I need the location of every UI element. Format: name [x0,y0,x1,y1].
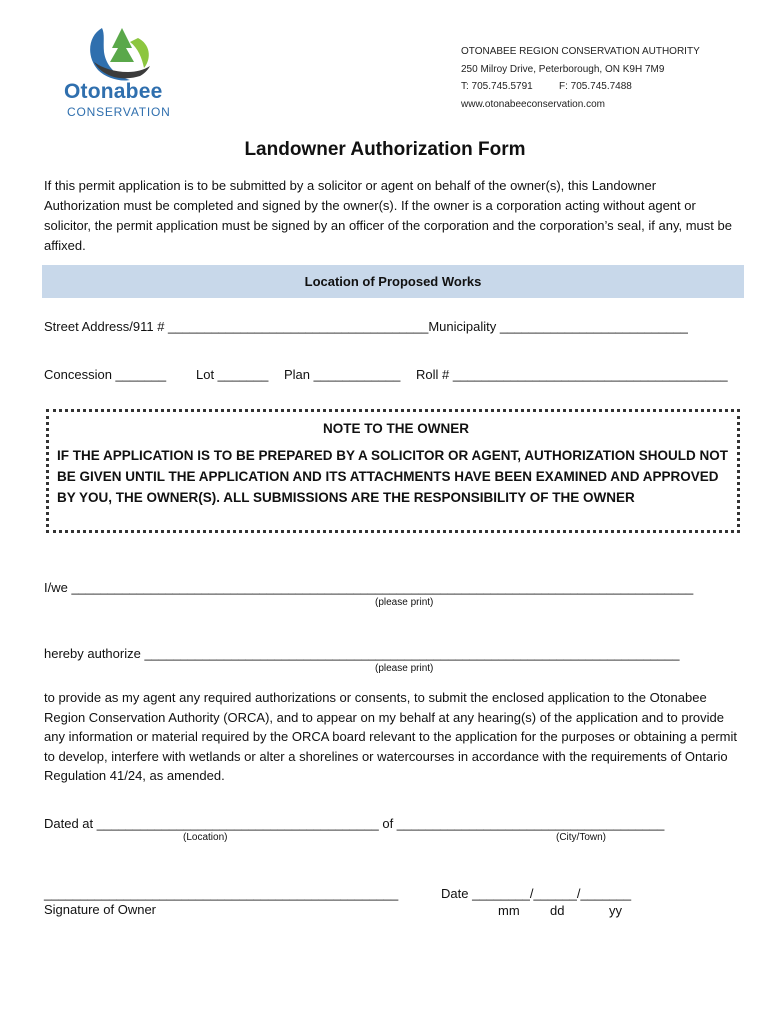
dated-at-field[interactable]: Dated at _______________________________________ of _____________________________________ [44,816,665,831]
logo-tagline: CONSERVATION [67,105,171,119]
date-mm-label: mm [498,903,520,918]
iwe-hint: (please print) [375,597,434,608]
org-name: OTONABEE REGION CONSERVATION AUTHORITY [461,46,700,57]
form-title: Landowner Authorization Form [244,139,526,160]
authorization-paragraph: to provide as my agent any required authorizations or consents, to submit the enclosed application to the Otonabee Region Conservation Authority (ORCA), and to appear on my behalf at any hearing(s) of the application and to provide any information or material required by the ORCA board relevant to the application for the purposes or obtaining a permit to develop, interfere with wetlands or alter a shorelines or watercourses in accordance with the requirements of Ontario Regulation 41/24, as amended. [44,690,737,783]
org-address: 250 Milroy Drive, Peterborough, ON K9H 7M9 [461,64,665,75]
org-fax: F: 705.745.7488 [559,81,632,92]
roll-field[interactable]: Roll # ______________________________________ [416,367,728,382]
form-intro: If this permit application is to be submitted by a solicitor or agent on behalf of the owner(s), this Landowner Authorization must be completed and signed by the owner(s). If the owner is a corporation acting without agent or solicitor, the permit application must be signed by an officer of the corporation and the corporation’s seal, if any, must be affixed. [44,178,732,253]
signature-label: Signature of Owner [44,902,157,917]
org-website[interactable]: www.otonabeeconservation.com [461,99,605,110]
logo-tree-shape [110,28,134,62]
date-dd-label: dd [550,903,565,918]
date-field[interactable]: Date ________/______/_______ [441,886,632,901]
location-hint: (Location) [183,832,228,843]
location-section-heading: Location of Proposed Works [304,274,482,289]
street-address-field[interactable]: Street Address/911 # ____________________________________Municipality __________________________ [44,319,688,334]
authorize-hint: (please print) [375,663,434,674]
plan-field[interactable]: Plan ____________ [284,367,401,382]
city-hint: (City/Town) [556,832,607,843]
org-phone: T: 705.745.5791 [461,81,533,92]
note-title: NOTE TO THE OWNER [322,421,469,436]
concession-field[interactable]: Concession _______ [44,367,167,382]
iwe-name-field[interactable]: I/we ______________________________________________________________________________________ [44,580,694,595]
note-body: IF THE APPLICATION IS TO BE PREPARED BY A SOLICITOR OR AGENT, AUTHORIZATION SHOULD NOT BE GIVEN UNTIL THE APPLICATION AND ITS ATTACHMENTS HAVE BEEN EXAMINED AND APPROVED BY YOU, THE OWNER(S). ALL SUBMISSIONS ARE THE RESPONSIBILITY OF THE OWNER [57,448,729,505]
authorize-agent-field[interactable]: hereby authorize __________________________________________________________________________ [44,646,680,661]
logo-wordmark: Otonabee [64,80,163,103]
lot-field[interactable]: Lot _______ [196,367,269,382]
signature-field[interactable]: _________________________________________________ [44,886,399,901]
date-yy-label: yy [609,903,622,918]
